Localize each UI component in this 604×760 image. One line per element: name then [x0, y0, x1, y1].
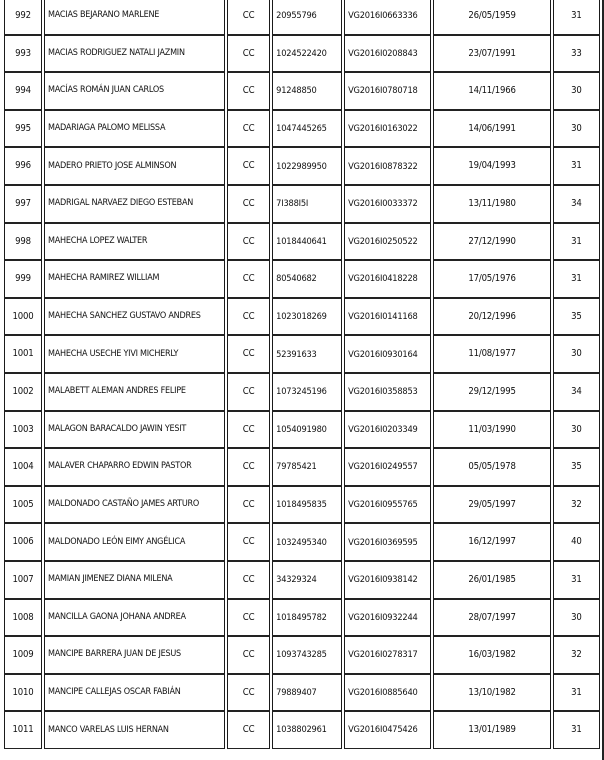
document-type: CC — [227, 260, 270, 298]
birth-date: 05/05/1978 — [433, 448, 550, 486]
age-value: 31 — [553, 0, 600, 35]
birth-date: 16/12/1997 — [433, 523, 550, 561]
registration-code: VG2016I0938142 — [344, 561, 431, 599]
table-row — [4, 711, 600, 749]
age-value: 31 — [553, 260, 600, 298]
document-number: 1018440641 — [272, 223, 342, 261]
full-name: MALABETT ALEMAN ANDRES FELIPE — [44, 373, 225, 411]
table-row — [4, 110, 600, 148]
document-number: 91248850 — [272, 72, 342, 110]
registration-code: VG2016I0932244 — [344, 599, 431, 637]
row-number: 995 — [4, 110, 42, 148]
birth-date: 13/11/1980 — [433, 185, 550, 223]
registration-code: VG2016I0369595 — [344, 523, 431, 561]
table-row — [4, 523, 600, 561]
row-number: 1000 — [4, 298, 42, 336]
document-type: CC — [227, 185, 270, 223]
document-number: 1093743285 — [272, 636, 342, 674]
full-name: MANCO VARELAS LUIS HERNAN — [44, 711, 225, 749]
document-number: 1023018269 — [272, 298, 342, 336]
row-number: 1008 — [4, 599, 42, 637]
row-number: 1003 — [4, 411, 42, 449]
birth-date: 17/05/1976 — [433, 260, 550, 298]
table-row — [4, 599, 600, 637]
document-number: 7I388I5I — [272, 185, 342, 223]
row-number: 1007 — [4, 561, 42, 599]
row-number: 997 — [4, 185, 42, 223]
row-number: 998 — [4, 223, 42, 261]
document-type: CC — [227, 35, 270, 73]
full-name: MALAVER CHAPARRO EDWIN PASTOR — [44, 448, 225, 486]
age-value: 40 — [553, 523, 600, 561]
document-type: CC — [227, 223, 270, 261]
document-number: 1073245196 — [272, 373, 342, 411]
age-value: 34 — [553, 373, 600, 411]
document-type: CC — [227, 486, 270, 524]
age-value: 30 — [553, 411, 600, 449]
birth-date: 29/05/1997 — [433, 486, 550, 524]
row-number: 999 — [4, 260, 42, 298]
row-number: 1011 — [4, 711, 42, 749]
age-value: 33 — [553, 35, 600, 73]
table-row — [4, 147, 600, 185]
table-row — [4, 0, 600, 35]
row-number: 993 — [4, 35, 42, 73]
row-number: 1005 — [4, 486, 42, 524]
full-name: MALDONADO LEÓN EIMY ANGÉLICA — [44, 523, 225, 561]
document-type: CC — [227, 72, 270, 110]
registration-code: VG2016I0033372 — [344, 185, 431, 223]
table-row — [4, 636, 600, 674]
age-value: 35 — [553, 298, 600, 336]
registration-code: VG2016I0878322 — [344, 147, 431, 185]
document-type: CC — [227, 0, 270, 35]
table-row — [4, 185, 600, 223]
registration-code: VG2016I0780718 — [344, 72, 431, 110]
age-value: 30 — [553, 110, 600, 148]
document-number: 1054091980 — [272, 411, 342, 449]
full-name: MADRIGAL NARVAEZ DIEGO ESTEBAN — [44, 185, 225, 223]
table-row — [4, 448, 600, 486]
age-value: 34 — [553, 185, 600, 223]
row-number: 1010 — [4, 674, 42, 712]
document-number: 52391633 — [272, 335, 342, 373]
document-number: 20955796 — [272, 0, 342, 35]
birth-date: 11/03/1990 — [433, 411, 550, 449]
birth-date: 26/01/1985 — [433, 561, 550, 599]
birth-date: 14/11/1966 — [433, 72, 550, 110]
full-name: MAHECHA LOPEZ WALTER — [44, 223, 225, 261]
registration-code: VG2016I0955765 — [344, 486, 431, 524]
full-name: MALDONADO CASTAÑO JAMES ARTURO — [44, 486, 225, 524]
age-value: 32 — [553, 486, 600, 524]
document-type: CC — [227, 411, 270, 449]
full-name: MACIAS BEJARANO MARLENE — [44, 0, 225, 35]
row-number: 1006 — [4, 523, 42, 561]
document-number: 1032495340 — [272, 523, 342, 561]
age-value: 35 — [553, 448, 600, 486]
table-row — [4, 223, 600, 261]
registration-code: VG2016I0930164 — [344, 335, 431, 373]
birth-date: 26/05/1959 — [433, 0, 550, 35]
age-value: 31 — [553, 223, 600, 261]
full-name: MALAGON BARACALDO JAWIN YESIT — [44, 411, 225, 449]
birth-date: 29/12/1995 — [433, 373, 550, 411]
registration-code: VG2016I0418228 — [344, 260, 431, 298]
row-number: 992 — [4, 0, 42, 35]
age-value: 31 — [553, 561, 600, 599]
document-number: 34329324 — [272, 561, 342, 599]
registration-code: VG2016I0885640 — [344, 674, 431, 712]
age-value: 31 — [553, 674, 600, 712]
full-name: MAHECHA SANCHEZ GUSTAVO ANDRES — [44, 298, 225, 336]
registration-code: VG2016I0278317 — [344, 636, 431, 674]
table-row — [4, 72, 600, 110]
document-type: CC — [227, 523, 270, 561]
age-value: 31 — [553, 711, 600, 749]
registration-code: VG2016I0250522 — [344, 223, 431, 261]
birth-date: 13/10/1982 — [433, 674, 550, 712]
participant-table — [2, 0, 602, 749]
document-number: 1047445265 — [272, 110, 342, 148]
document-number: 1022989950 — [272, 147, 342, 185]
registration-code: VG2016I0203349 — [344, 411, 431, 449]
document-type: CC — [227, 711, 270, 749]
document-type: CC — [227, 373, 270, 411]
birth-date: 13/01/1989 — [433, 711, 550, 749]
age-value: 32 — [553, 636, 600, 674]
full-name: MACÍAS ROMÁN JUAN CARLOS — [44, 72, 225, 110]
document-type: CC — [227, 561, 270, 599]
full-name: MACIAS RODRIGUEZ NATALI JAZMIN — [44, 35, 225, 73]
birth-date: 23/07/1991 — [433, 35, 550, 73]
document-type: CC — [227, 335, 270, 373]
document-type: CC — [227, 674, 270, 712]
row-number: 1009 — [4, 636, 42, 674]
age-value: 30 — [553, 335, 600, 373]
birth-date: 14/06/1991 — [433, 110, 550, 148]
registration-code: VG2016I0163022 — [344, 110, 431, 148]
document-type: CC — [227, 448, 270, 486]
row-number: 1002 — [4, 373, 42, 411]
table-row — [4, 335, 600, 373]
age-value: 31 — [553, 147, 600, 185]
age-value: 30 — [553, 72, 600, 110]
document-number: 1024522420 — [272, 35, 342, 73]
document-type: CC — [227, 147, 270, 185]
table-row — [4, 373, 600, 411]
birth-date: 20/12/1996 — [433, 298, 550, 336]
full-name: MANCILLA GAONA JOHANA ANDREA — [44, 599, 225, 637]
registration-code: VG2016I0475426 — [344, 711, 431, 749]
row-number: 994 — [4, 72, 42, 110]
document-number: 79889407 — [272, 674, 342, 712]
age-value: 30 — [553, 599, 600, 637]
row-number: 996 — [4, 147, 42, 185]
table-row — [4, 35, 600, 73]
document-number: 80540682 — [272, 260, 342, 298]
registration-code: VG2016I0208843 — [344, 35, 431, 73]
full-name: MADERO PRIETO JOSE ALMINSON — [44, 147, 225, 185]
table-row — [4, 298, 600, 336]
document-type: CC — [227, 298, 270, 336]
document-number: 79785421 — [272, 448, 342, 486]
row-number: 1004 — [4, 448, 42, 486]
full-name: MAMIAN JIMENEZ DIANA MILENA — [44, 561, 225, 599]
full-name: MANCIPE CALLEJAS OSCAR FABIÁN — [44, 674, 225, 712]
full-name: MAHECHA RAMIREZ WILLIAM — [44, 260, 225, 298]
row-number: 1001 — [4, 335, 42, 373]
birth-date: 16/03/1982 — [433, 636, 550, 674]
table-row — [4, 260, 600, 298]
full-name: MAHECHA USECHE YIVI MICHERLY — [44, 335, 225, 373]
table-row — [4, 561, 600, 599]
table-row — [4, 486, 600, 524]
full-name: MADARIAGA PALOMO MELISSA — [44, 110, 225, 148]
document-number: 1018495782 — [272, 599, 342, 637]
registration-code: VG2016I0358853 — [344, 373, 431, 411]
document-type: CC — [227, 110, 270, 148]
registration-code: VG2016I0663336 — [344, 0, 431, 35]
registration-code: VG2016I0249557 — [344, 448, 431, 486]
table-row — [4, 674, 600, 712]
birth-date: 19/04/1993 — [433, 147, 550, 185]
registration-code: VG2016I0141168 — [344, 298, 431, 336]
full-name: MANCIPE BARRERA JUAN DE JESUS — [44, 636, 225, 674]
birth-date: 28/07/1997 — [433, 599, 550, 637]
document-type: CC — [227, 599, 270, 637]
birth-date: 27/12/1990 — [433, 223, 550, 261]
table-row — [4, 411, 600, 449]
birth-date: 11/08/1977 — [433, 335, 550, 373]
document-number: 1018495835 — [272, 486, 342, 524]
document-number: 1038802961 — [272, 711, 342, 749]
document-type: CC — [227, 636, 270, 674]
